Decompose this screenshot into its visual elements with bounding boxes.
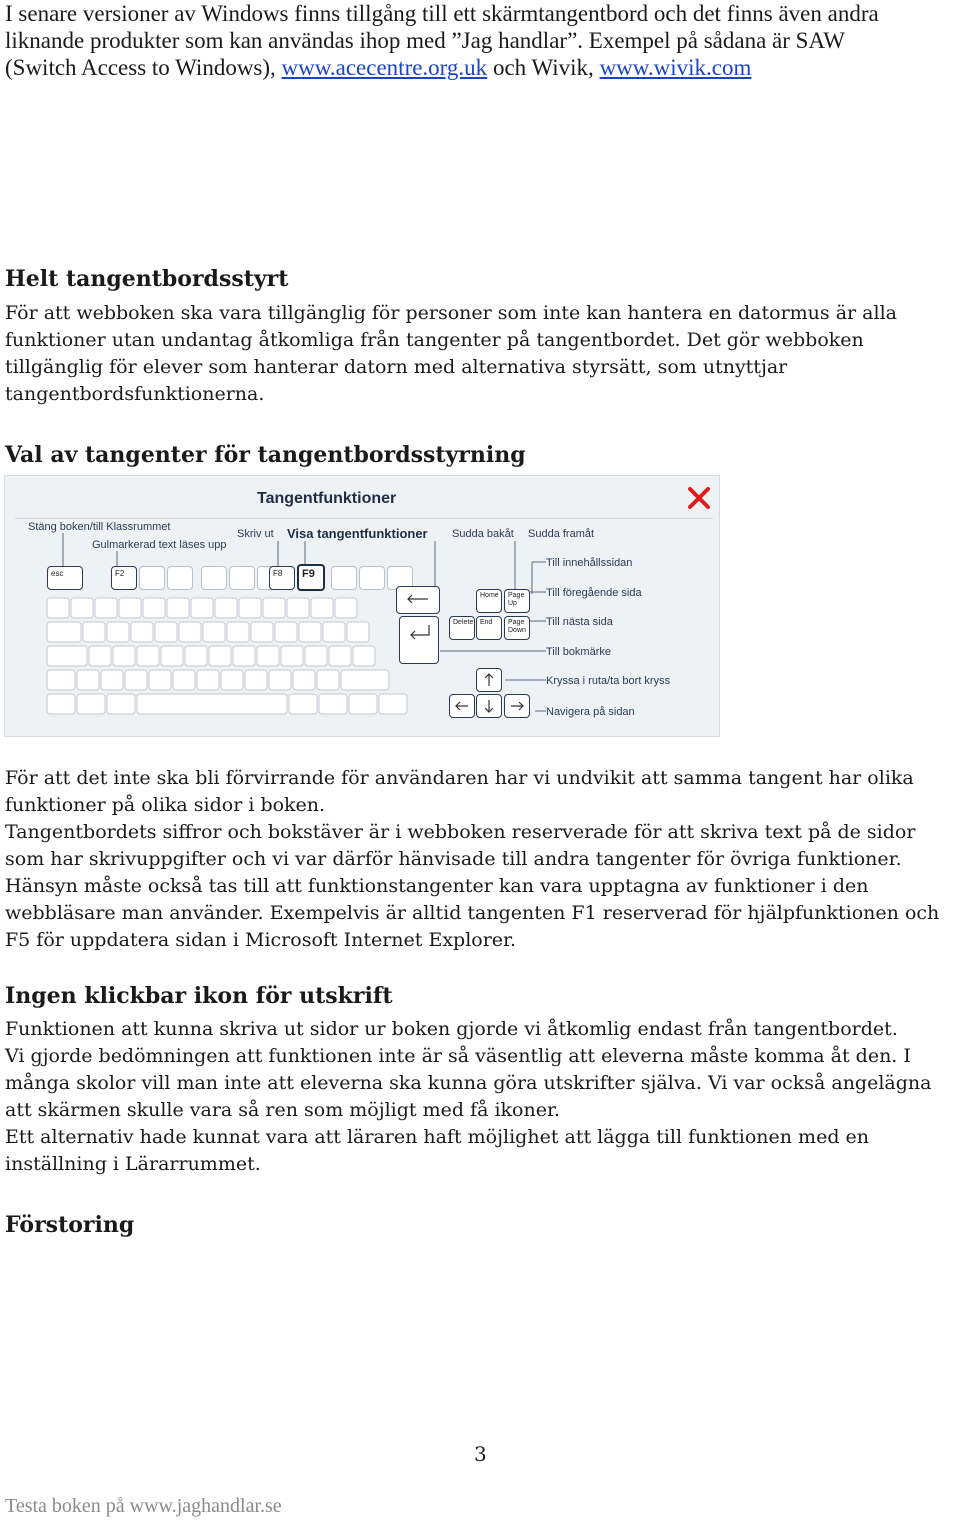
- key-f11: [359, 566, 385, 590]
- figure-title: Tangentfunktioner: [257, 490, 397, 507]
- label-bookmark: Till bokmärke: [546, 646, 611, 658]
- label-erase-forward: Sudda framåt: [528, 528, 595, 540]
- key-home: [476, 589, 502, 613]
- label-navigate: Navigera på sidan: [546, 706, 635, 718]
- key-page-up: [504, 589, 530, 613]
- key-backspace: [396, 586, 440, 614]
- key-label: F9: [302, 568, 315, 580]
- key-f5: [201, 566, 227, 590]
- footer-text: Testa boken på www.jaghandlar.se: [5, 1495, 282, 1517]
- key-label: Page Down: [508, 619, 526, 634]
- label-toc: Till innehållssidan: [546, 557, 633, 569]
- intro-line-1: I senare versioner av Windows finns tillgång till ett skärmtangentbord och det finns även andra: [5, 1, 879, 26]
- key-enter: [399, 616, 439, 664]
- key-label: Delete: [453, 619, 474, 626]
- intro-line-3: [5, 54, 955, 81]
- key-arrow-up: [476, 668, 502, 692]
- key-f6: [229, 566, 255, 590]
- key-arrow-left: [449, 694, 475, 718]
- key-f3: [139, 566, 165, 590]
- section2-paragraph: För att det inte ska bli förvirrande för användaren har vi undvikit att samma tangent har olika funktioner på olika sidor i boken.: [5, 767, 914, 816]
- heading-val-av-tangenter: Val av tangenter för tangentbordsstyrning: [5, 442, 526, 468]
- arrow-up-icon: [480, 671, 498, 689]
- intro-text: och Wivik,: [487, 55, 600, 80]
- intro-paragraph: [5, 0, 955, 81]
- key-f2: [111, 566, 137, 590]
- key-label: F8: [273, 569, 283, 578]
- key-label: End: [480, 619, 493, 626]
- key-f10: [331, 566, 357, 590]
- label-checkbox: Kryssa i ruta/ta bort kryss: [546, 675, 671, 687]
- key-esc: [47, 566, 83, 590]
- key-f9: [297, 564, 325, 591]
- section3-text: [5, 1016, 960, 1178]
- section3-paragraph: Funktionen att kunna skriva ut sidor ur boken gjorde vi åtkomlig endast från tangentbordet.: [5, 1018, 898, 1040]
- label-close-book: Stäng boken/till Klassrummet: [28, 521, 171, 533]
- intro-line-2: liknande produkter som kan användas ihop med ”Jag handlar”. Exempel på sådana är SAW: [5, 28, 845, 53]
- arrow-down-icon: [480, 697, 498, 715]
- key-label: esc: [51, 569, 64, 578]
- page-number: 3: [474, 1442, 487, 1466]
- enter-arrow-icon: [403, 619, 437, 649]
- section3-paragraph: Vi gjorde bedömningen att funktionen inte är så väsentlig att eleverna måste komma åt den. I många skolor vill man inte att eleverna ska kunna göra utskrifter själva. Vi var också angelägna att skärmen skulle vara så ren som möjligt med få ikoner.: [5, 1045, 932, 1121]
- section3-paragraph: Ett alternativ hade kunnat vara att läraren haft möjlighet att lägga till funktionen med en inställning i Lärarrummet.: [5, 1126, 869, 1175]
- key-end: [476, 616, 502, 640]
- heading-ingen-klickbar-ikon: Ingen klickbar ikon för utskrift: [5, 983, 393, 1009]
- label-next-page: Till nästa sida: [546, 616, 613, 628]
- key-f4: [167, 566, 193, 590]
- keyboard-functions-figure: [4, 475, 720, 737]
- label-prev-page: Till föregående sida: [546, 587, 642, 599]
- label-erase-back: Sudda bakåt: [452, 528, 514, 540]
- acecentre-link[interactable]: www.acecentre.org.uk: [281, 55, 488, 80]
- heading-forstoring: Förstoring: [5, 1212, 135, 1238]
- arrow-left-icon: [453, 697, 471, 715]
- main-keys: [41, 596, 441, 726]
- key-label: Page Up: [508, 592, 525, 607]
- section2-paragraph: Tangentbordets siffror och bokstäver är i webboken reserverade för att skriva text på de sidor som har skrivuppgifter och vi var därför hänvisade till andra tangenter för övriga funktioner.: [5, 821, 916, 870]
- heading-helt-tangentbordsstyrt: Helt tangentbordsstyrt: [5, 266, 289, 292]
- key-arrow-right: [504, 694, 530, 718]
- section1-paragraph: För att webboken ska vara tillgänglig för personer som inte kan hantera en datormus är alla funktioner utan undantag åtkomliga från tangenter på tangentbordet. Det gör webboken tillgänglig för elever som hanterar datorn med alternativa styrsätt, som utnyttjar tangentbordsfunktionerna.: [5, 302, 897, 405]
- label-show-keys: Visa tangentfunktioner: [287, 526, 428, 541]
- label-print: Skriv ut: [237, 528, 274, 540]
- key-label: F2: [115, 569, 125, 578]
- section2-text: [5, 765, 960, 954]
- key-f8: [269, 566, 295, 590]
- key-delete: [449, 616, 475, 640]
- backspace-arrow-icon: [400, 589, 436, 609]
- keyboard-diagram: [41, 551, 441, 726]
- intro-text: (Switch Access to Windows),: [5, 55, 282, 80]
- wivik-link[interactable]: www.wivik.com: [599, 55, 752, 80]
- section1-text: [5, 300, 960, 408]
- key-arrow-down: [476, 694, 502, 718]
- label-read-aloud: Gulmarkerad text läses upp: [92, 539, 227, 551]
- key-label: Home: [480, 592, 499, 599]
- section2-paragraph: Hänsyn måste också tas till att funktionstangenter kan vara upptagna av funktioner i den webbläsare man använder. Exempelvis är alltid tangenten F1 reserverad för hjälpfunktionen och F5 för uppdatera sidan i Microsoft Internet Explorer.: [5, 875, 940, 951]
- arrow-right-icon: [508, 697, 526, 715]
- key-page-down: [504, 616, 530, 640]
